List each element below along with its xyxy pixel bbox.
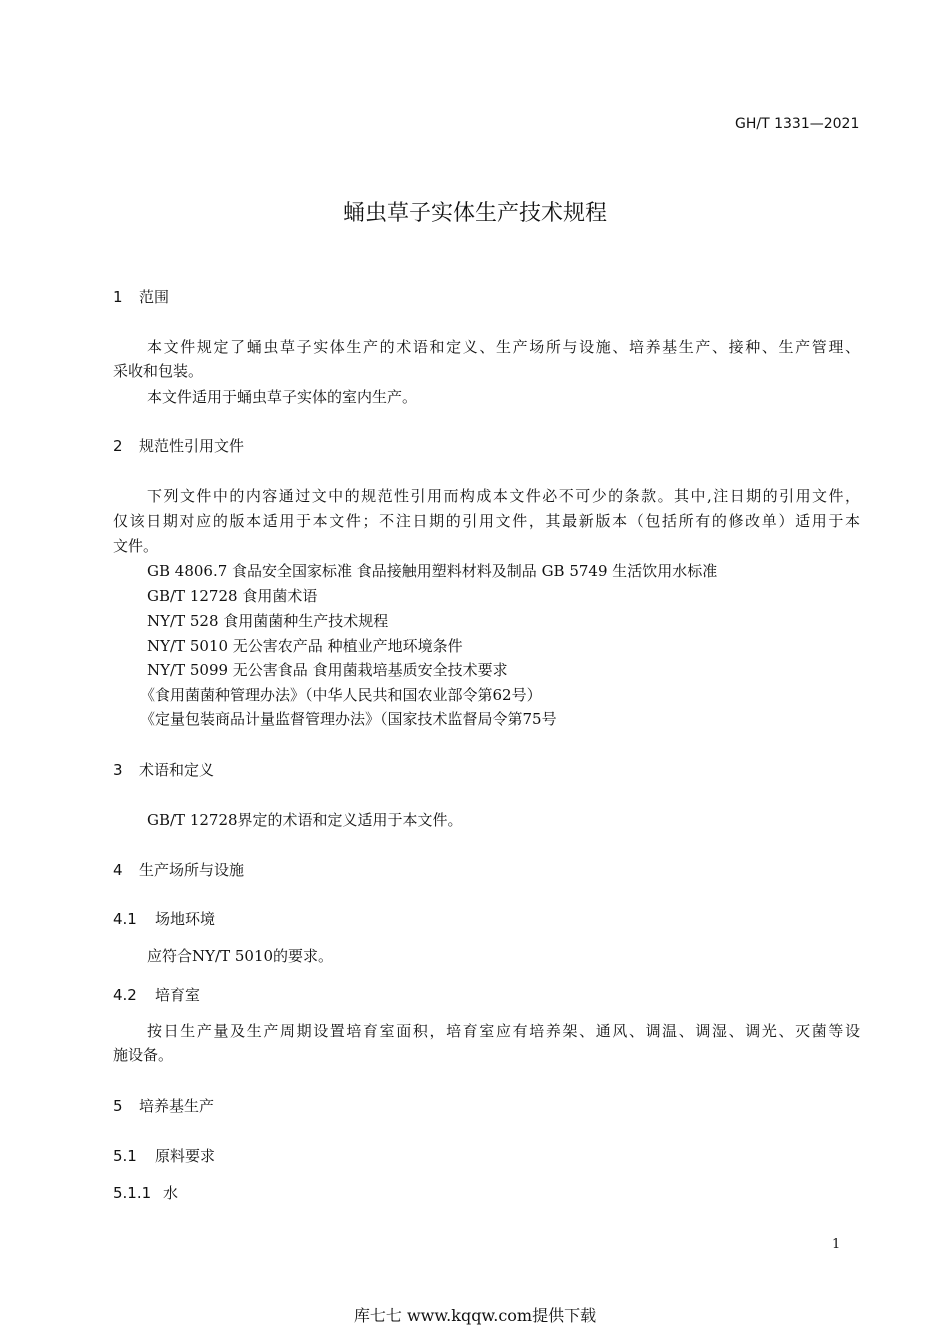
page-title: 蛹虫草子实体生产技术规程 — [342, 201, 607, 226]
section-5-1-heading: 5.1 原料要求 — [113, 1147, 216, 1165]
reference-item: 《定量包装商品计量监督管理办法》（国家技术监督局令第75号 — [140, 710, 557, 728]
paragraph: 仅该日期对应的版本适用于本文件；不注日期的引用文件，其最新版本（包括所有的修改单）适用于本 — [113, 512, 860, 530]
section-5-heading: 5 培养基生产 — [113, 1097, 215, 1115]
footer-watermark: 库七七 www.kqqw.com提供下载 — [353, 1306, 597, 1325]
section-4-1-heading: 4.1 场地环境 — [113, 910, 216, 928]
reference-item: GB/T 12728 食用菌术语 — [147, 587, 318, 605]
paragraph: 文件。 — [113, 537, 159, 555]
section-3-heading: 3 术语和定义 — [113, 761, 215, 779]
reference-item: GB 4806.7 食品安全国家标准 食品接触用塑料材料及制品 GB 5749 生活饮用水标准 — [147, 562, 718, 580]
reference-item: NY/T 5099 无公害食品 食用菌栽培基质安全技术要求 — [147, 661, 508, 679]
paragraph: 施设备。 — [113, 1046, 174, 1064]
paragraph: 应符合NY/T 5010的要求。 — [147, 947, 334, 965]
paragraph: 本文件适用于蛹虫草子实体的室内生产。 — [147, 388, 418, 406]
section-4-heading: 4 生产场所与设施 — [113, 861, 245, 879]
paragraph: 下列文件中的内容通过文中的规范性引用而构成本文件必不可少的条款。其中,注日期的引用文件， — [147, 487, 860, 505]
section-4-2-heading: 4.2 培育室 — [113, 986, 201, 1004]
standard-code: GH/T 1331—2021 — [735, 116, 860, 132]
section-2-heading: 2 规范性引用文件 — [113, 437, 245, 455]
page-number: 1 — [832, 1237, 841, 1252]
reference-item: NY/T 528 食用菌菌种生产技术规程 — [147, 612, 389, 630]
section-5-1-1-heading: 5.1.1 水 — [113, 1184, 179, 1202]
paragraph: 采收和包装。 — [113, 362, 204, 380]
paragraph: GB/T 12728界定的术语和定义适用于本文件。 — [147, 811, 463, 829]
reference-item: 《食用菌菌种管理办法》（中华人民共和国农业部令第62号） — [140, 686, 542, 704]
paragraph: 本文件规定了蛹虫草子实体生产的术语和定义、生产场所与设施、培养基生产、接种、生产管理、 — [147, 338, 860, 356]
reference-item: NY/T 5010 无公害农产品 种植业产地环境条件 — [147, 637, 463, 655]
paragraph: 按日生产量及生产周期设置培育室面积，培育室应有培养架、通风、调温、调湿、调光、灭菌等设 — [147, 1022, 860, 1040]
section-1-heading: 1 范围 — [113, 288, 170, 306]
